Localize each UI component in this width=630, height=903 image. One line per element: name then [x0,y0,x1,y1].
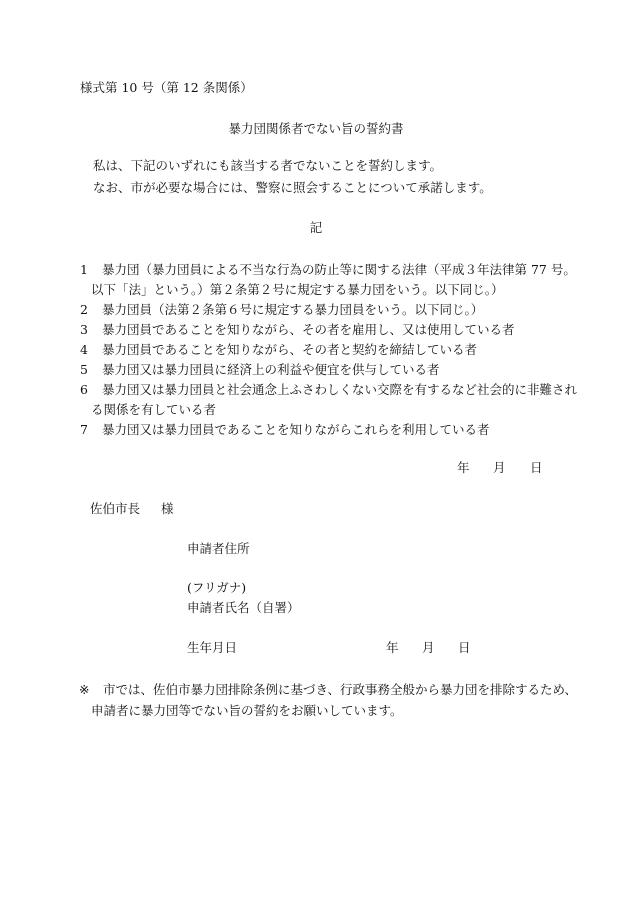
addressee-honorific: 様 [161,501,174,516]
intro-line: 私は、下記のいずれにも該当する者でないことを誓約します。 [93,158,443,173]
form-number: 様式第 10 号（第 12 条関係） [80,80,253,95]
list-item: 4 暴力団員であることを知りながら、その者と契約を締結している者 [80,342,478,357]
birth-date-label: 生年月日 [187,640,238,655]
applicant-address-label: 申請者住所 [187,541,250,556]
applicant-furigana-label: (フリガナ) [187,580,247,595]
list-item-continuation: る関係を有している者 [91,402,217,417]
birth-month-label: 月 [422,640,435,655]
date-year-label: 年 [457,460,470,475]
addressee-name: 佐伯市長 [90,501,141,516]
list-item: 6 暴力団又は暴力団員と社会通念上ふさわしくない交際を有するなど社会的に非難され [80,382,578,397]
list-item: 2 暴力団員（法第２条第６号に規定する暴力団員をいう。以下同じ。） [80,302,484,317]
list-item: 1 暴力団（暴力団員による不当な行為の防止等に関する法律（平成３年法律第 77 号。 [80,262,576,277]
list-item: 3 暴力団員であることを知りながら、その者を雇用し、又は使用している者 [80,322,515,337]
page-title: 暴力団関係者でない旨の誓約書 [228,121,404,136]
ki-heading: 記 [309,220,323,235]
date-month-label: 月 [493,460,506,475]
list-item: 5 暴力団又は暴力団員に経済上の利益や便宜を供与している者 [80,362,440,377]
note-line: 申請者に暴力団等でない旨の誓約をお願いしています。 [91,703,403,718]
birth-day-label: 日 [458,640,471,655]
intro-line: なお、市が必要な場合には、警察に照会することについて承諾します。 [93,180,492,195]
date-day-label: 日 [530,460,543,475]
birth-year-label: 年 [386,640,399,655]
applicant-name-label: 申請者氏名（自署） [187,600,300,615]
note-line: 市では、佐伯市暴力団排除条例に基づき、行政事務全般から暴力団を排除するため、 [103,682,578,697]
note-mark: ※ [79,682,90,697]
list-item: 7 暴力団又は暴力団員であることを知りながらこれらを利用している者 [80,422,490,437]
list-item-continuation: 以下「法」という。）第２条第２号に規定する暴力団をいう。以下同じ。） [91,282,504,297]
